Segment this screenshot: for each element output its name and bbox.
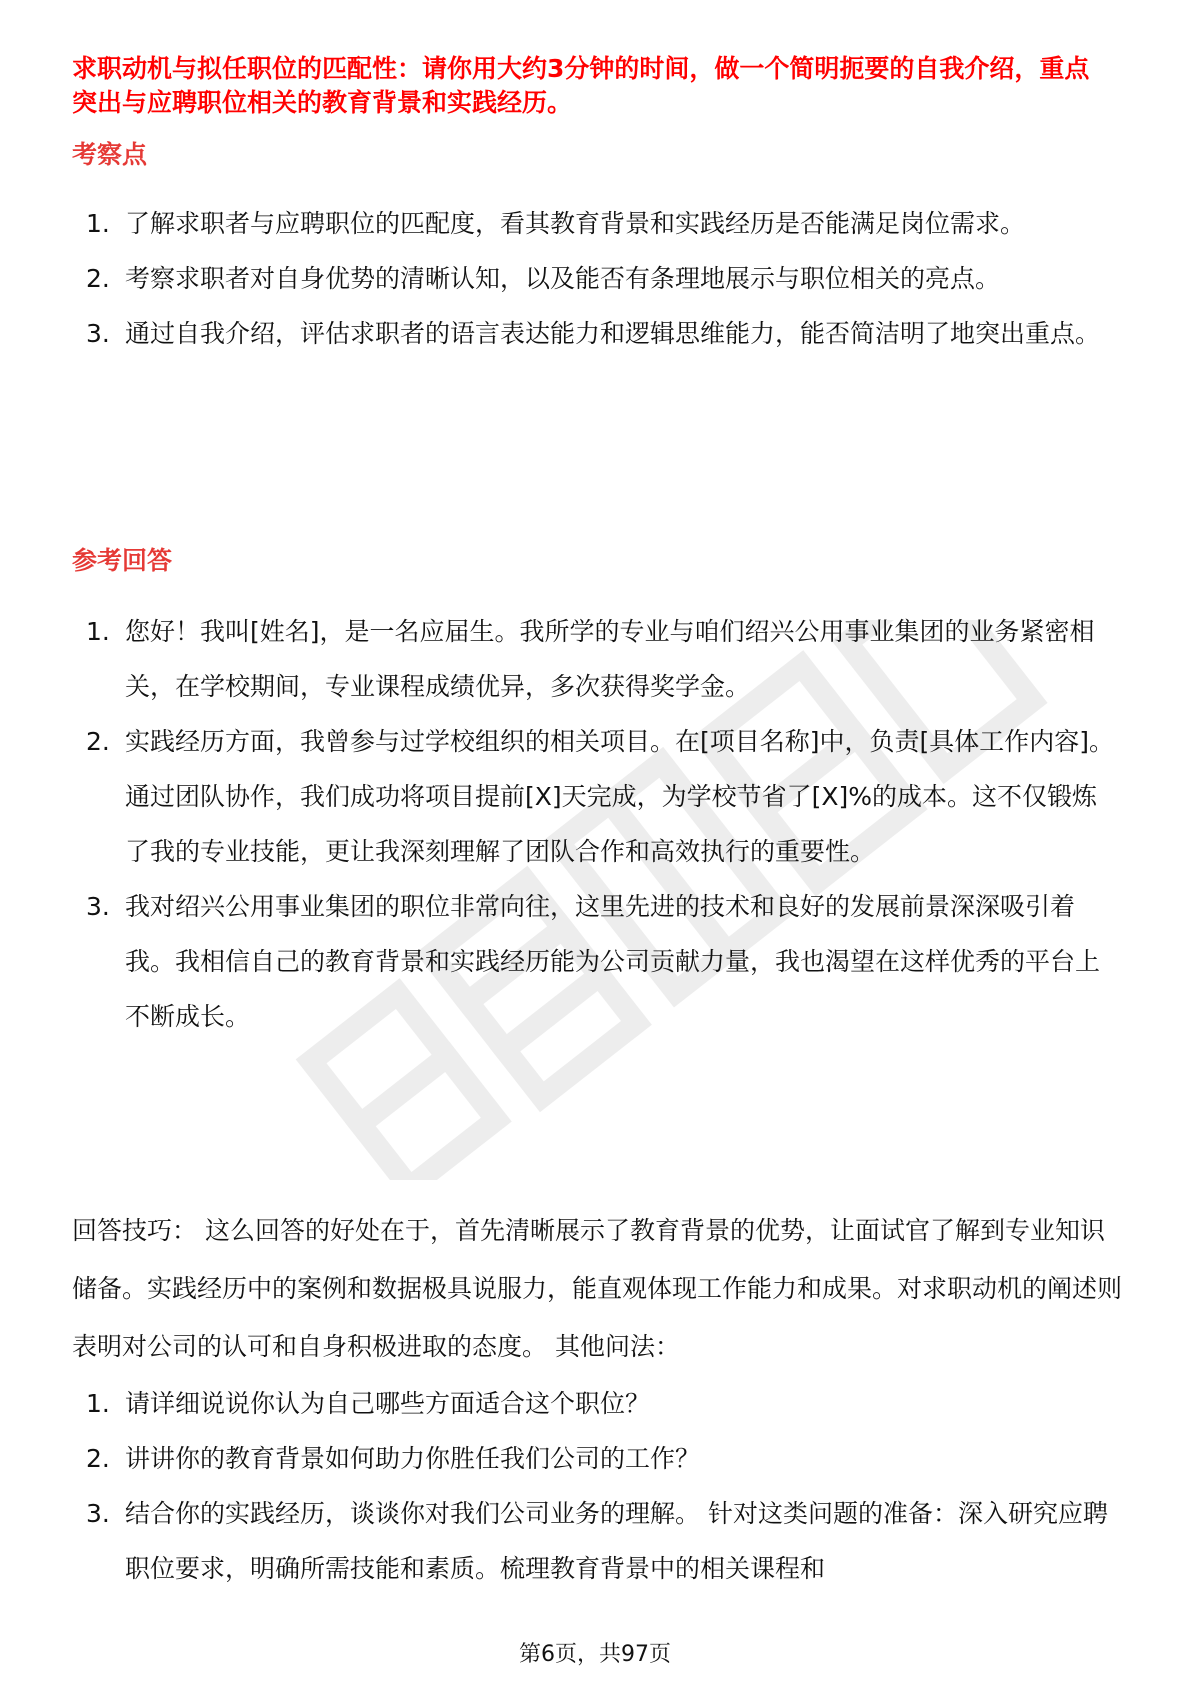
list-number: 3. (86, 1499, 110, 1528)
list-item (72, 251, 1122, 306)
list-number: 1. (86, 617, 110, 646)
reference-list (72, 604, 1122, 1044)
answer-tips: 回答技巧： 这么回答的好处在于，首先清晰展示了教育背景的优势，让面试官了解到专业知识储备。实践经历中的案例和数据极具说服力，能直观体现工作能力和成果。对求职动机的阐述则表明对公司的认可和自身积极进取的态度。 其他问法： (72, 1216, 1123, 1361)
list-item (72, 1486, 1122, 1596)
list-number: 2. (86, 727, 110, 756)
list-number: 2. (86, 1444, 110, 1473)
list-number: 3. (86, 892, 110, 921)
assessment-heading: 考察点 (72, 140, 148, 169)
list-item-text: 结合你的实践经历，谈谈你对我们公司业务的理解。 针对这类问题的准备：深入研究应聘职位要求，明确所需技能和素质。梳理教育背景中的相关课程和 (125, 1499, 1108, 1583)
list-item-text: 了解求职者与应聘职位的匹配度，看其教育背景和实践经历是否能满足岗位需求。 (125, 209, 1026, 238)
list-number: 3. (86, 319, 110, 348)
list-item (72, 604, 1122, 714)
list-item-text: 实践经历方面，我曾参与过学校组织的相关项目。在[项目名称]中，负责[具体工作内容]。通过团队协作，我们成功将项目提前[X]天完成，为学校节省了[X]%的成本。这不仅锻炼了我的专业技能，更让我深刻理解了团队合作和高效执行的重要性。 (125, 727, 1115, 866)
list-item (72, 879, 1122, 1044)
list-item (72, 714, 1122, 879)
list-item (72, 306, 1122, 361)
list-item-text: 通过自我介绍，评估求职者的语言表达能力和逻辑思维能力，能否简洁明了地突出重点。 (125, 319, 1101, 348)
list-item (72, 196, 1122, 251)
list-item (72, 1376, 1122, 1431)
other-questions-list (72, 1376, 1122, 1596)
list-number: 1. (86, 209, 110, 238)
list-item-text: 请详细说说你认为自己哪些方面适合这个职位？ (125, 1389, 651, 1418)
list-number: 2. (86, 264, 110, 293)
list-item-text: 我对绍兴公用事业集团的职位非常向往，这里先进的技术和良好的发展前景深深吸引着我。我相信自己的教育背景和实践经历能为公司贡献力量，我也渴望在这样优秀的平台上不断成长。 (125, 892, 1101, 1031)
page-number: 第6页，共97页 (519, 1642, 671, 1667)
list-item-text: 考察求职者对自身优势的清晰认知，以及能否有条理地展示与职位相关的亮点。 (125, 264, 1001, 293)
list-number: 1. (86, 1389, 110, 1418)
question-title: 求职动机与拟任职位的匹配性：请你用大约3分钟的时间，做一个简明扼要的自我介绍，重点突出与应聘职位相关的教育背景和实践经历。 (72, 54, 1090, 117)
list-item (72, 1431, 1122, 1486)
list-item-text: 讲讲你的教育背景如何助力你胜任我们公司的工作？ (125, 1444, 701, 1473)
assessment-list (72, 196, 1122, 361)
reference-heading: 参考回答 (72, 546, 173, 575)
list-item-text: 您好！我叫[姓名]，是一名应届生。我所学的专业与咱们绍兴公用事业集团的业务紧密相关，在学校期间，专业课程成绩优异，多次获得奖学金。 (125, 617, 1095, 701)
